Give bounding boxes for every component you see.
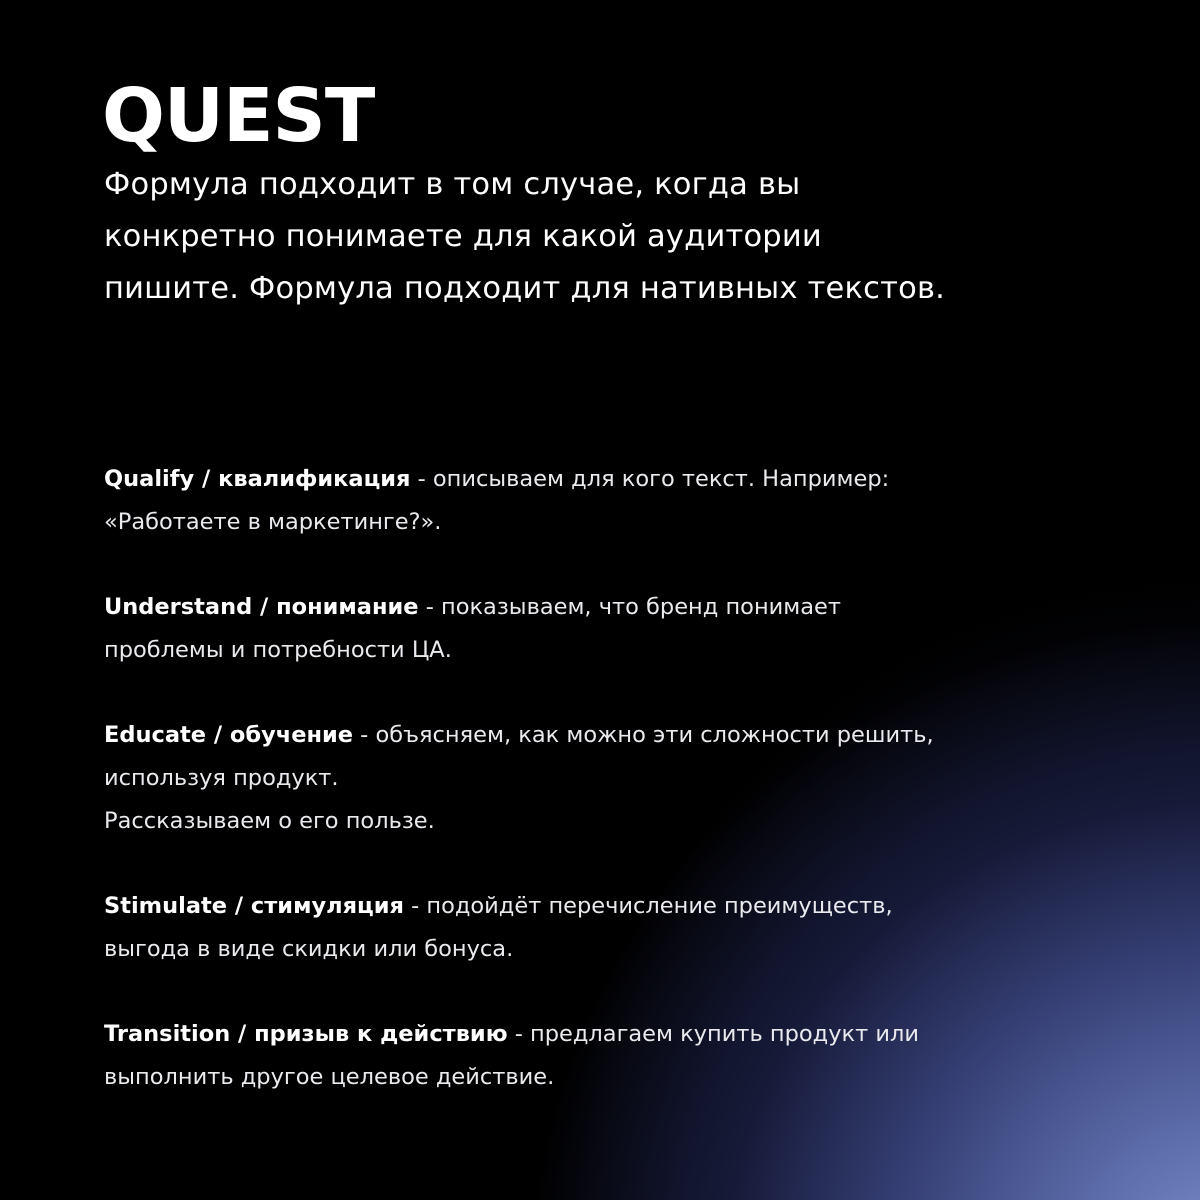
step-term: Understand / понимание (104, 594, 419, 620)
step-description: - объясняем, как можно эти сложности решить, (353, 722, 934, 748)
step-educate (104, 714, 1124, 843)
step-understand (104, 586, 1124, 672)
step-description-line: «Работаете в маркетинге?». (104, 509, 442, 535)
step-term: Stimulate / стимуляция (104, 893, 404, 919)
step-qualify (104, 458, 1124, 544)
step-first-line (104, 466, 889, 492)
step-term: Transition / призыв к действию (104, 1021, 508, 1047)
step-description-line: Рассказываем о его пользе. (104, 808, 435, 834)
step-description-line: используя продукт. (104, 765, 339, 791)
step-term: Educate / обучение (104, 722, 354, 748)
step-description: - подойдёт перечисление преимуществ, (403, 893, 893, 919)
step-description-line: выгода в виде скидки или бонуса. (104, 936, 514, 962)
step-description: - описываем для кого текст. Например: (410, 466, 890, 492)
step-description: - показываем, что бренд понимает (418, 594, 841, 620)
step-first-line (104, 1021, 919, 1047)
step-description-line: проблемы и потребности ЦА. (104, 637, 452, 663)
step-description: - предлагаем купить продукт или (507, 1021, 920, 1047)
step-first-line (104, 594, 841, 620)
intro-paragraph: Формула подходит в том случае, когда вы конкретно понимаете для какой аудитории пишите. Формула подходит для нативных текстов. (104, 167, 946, 306)
step-transition (104, 1013, 1124, 1099)
step-first-line (104, 893, 893, 919)
formula-steps-list (104, 458, 1124, 1141)
step-term: Qualify / квалификация (104, 466, 411, 492)
page-title: QUEST (102, 73, 375, 159)
step-description-line: выполнить другое целевое действие. (104, 1064, 555, 1090)
step-stimulate (104, 885, 1124, 971)
step-first-line (104, 722, 934, 748)
